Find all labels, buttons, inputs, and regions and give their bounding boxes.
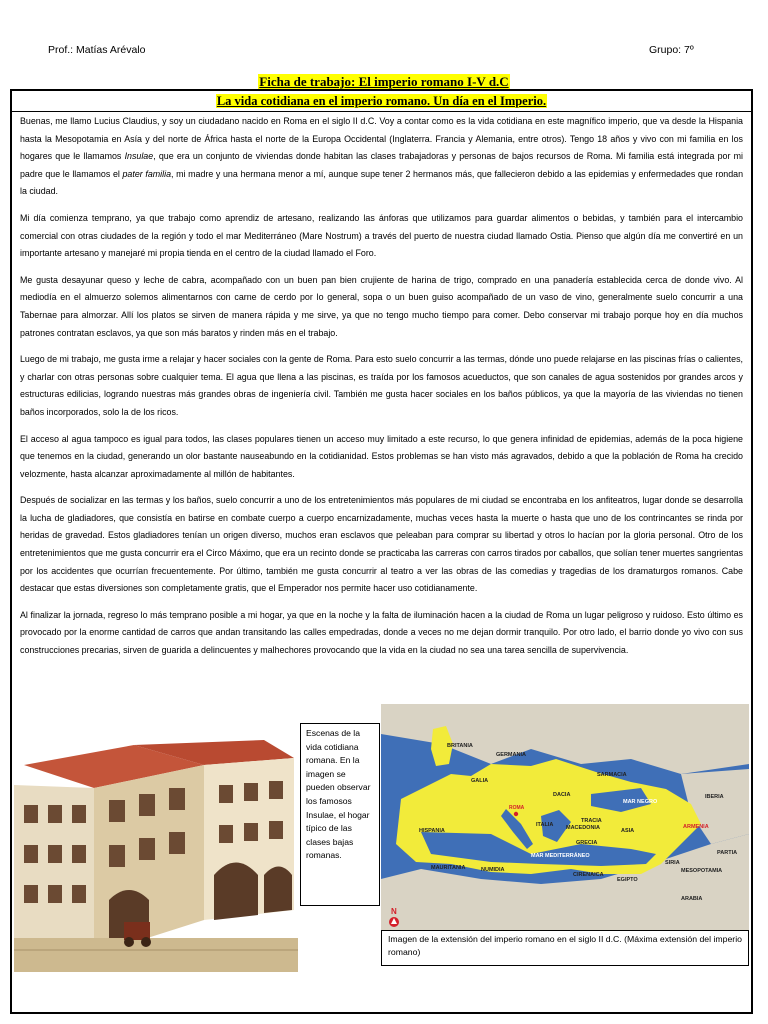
map-label-grecia: GRECIA bbox=[576, 840, 598, 846]
map-label-asia: ASIA bbox=[621, 828, 635, 834]
paragraph-4: Luego de mi trabajo, me gusta irme a relajar y hacer sociales con la gente de Roma. Para esto suelo concurrir a las termas, dónde uno puede relajarse en las piscinas frías o calientes, y charlar con otras personas sobre cualquier tema. El agua que llena a las piscinas, es traída por los famosos acueductos, que son canales de agua sostenidos por grandes arcos y estructuras edilicias, logrando nuestras más grandes obras de ingeniería civil. También me gusta hacer sociales en los baños públicos, ya que la mayoría de las viviendas no tienen baños incorporados, solo la de los ricos. bbox=[20, 354, 743, 417]
paragraph-3: Me gusta desayunar queso y leche de cabra, acompañado con un buen pan bien crujiente de harina de trigo, comprado en una panadería establecida cerca de donde vivo. Al mediodía en el almuerzo solemos alimentarnos con carne de cerdo por lo general, sopa o un buen guiso acompañado de un vaso de vino, generalmente suelo concurrir a una Tabernae para almorzar. Allí los platos se sirven de manera rápida y me sirve, ya que no tengo mucho tiempo para comer. Debo conservar mi trabajo porque hoy en día muchos patrones contratan esclavos, ya que son más baratos y rinden más en el trabajo. bbox=[20, 274, 743, 338]
insulae-illustration bbox=[14, 710, 298, 972]
illustration-caption: Escenas de la vida cotidiana romana. En la imagen se pueden observar los famosos Insulae, el hogar típico de las clases bajas romanas. bbox=[300, 723, 380, 906]
paragraph-7: Al finalizar la jornada, regreso lo más temprano posible a mi hogar, ya que en la noche y la falta de iluminación hacen a la ciudad de Roma un lugar peligroso y ruidoso. Esto último es provocado por la enorme cantidad de carros que andan transitando las calles empedradas, donde a veces no me dejan dormir tranquilo. Por otro lado, el barrio donde yo vivo con sus construcciones precarias, sirven de guarida a delincuentes y malhechores provocando que la vida en la ciudad no sea una tarea sencilla de supervivencia. bbox=[20, 609, 743, 656]
map-caption: Imagen de la extensión del imperio romano en el siglo II d.C. (Máxima extensión del imperio romano) bbox=[381, 930, 749, 966]
paragraph-1-c: , mi madre y una hermana menor a mí, aunque supe tener 2 hermanos más, que fallecieron debido a las epidemias y enfermedades que rondan la ciudad. bbox=[20, 168, 744, 197]
map-label-dacia: DACIA bbox=[553, 792, 571, 798]
paragraph-1-b: , que era un conjunto de viviendas donde habitan las clases trabajadoras y personas de bajos recursos de Roma. Mi familia está integrada por mi padre que le llamamos el bbox=[20, 151, 744, 179]
pater-familia-term: pater familia bbox=[122, 168, 172, 179]
map-label-cirenaica: CIRENAICA bbox=[573, 872, 604, 878]
section-title-text: La vida cotidiana en el imperio romano. Un día en el Imperio. bbox=[216, 94, 547, 108]
map-label-mar-mediterraneo: MAR MEDITERRÁNEO bbox=[531, 853, 590, 859]
map-label-egipto: EGIPTO bbox=[617, 877, 638, 883]
map-label-mauritania: MAURITANIA bbox=[431, 865, 466, 871]
map-label-hispania: HISPANIA bbox=[419, 828, 445, 834]
paragraph-5: El acceso al agua tampoco es igual para todos, las clases populares tienen un acceso muy limitado a este recurso, lo que genera infinidad de epidemias, además de la poca higiene que tenemos en la ciudad, generando un olor bastante nauseabundo en la cotidianidad. Estos problemas se han visto más agravados, debido a que la población de Roma ha crecido velozmente, hasta alcanzar aproximadamente al millón de habitantes. bbox=[20, 433, 743, 479]
map-label-siria: SIRIA bbox=[665, 860, 680, 866]
group-label: Grupo: 7º bbox=[649, 44, 694, 56]
map-label-mar-negro: MAR NEGRO bbox=[623, 799, 658, 805]
roma-marker bbox=[514, 812, 518, 816]
map-label-britania: BRITANIA bbox=[447, 743, 473, 749]
map-label-north: N bbox=[391, 907, 397, 916]
worksheet-title-text: Ficha de trabajo: El imperio romano I-V d.C bbox=[259, 74, 509, 89]
section-title bbox=[12, 91, 751, 112]
map-label-italia: ITALIA bbox=[536, 822, 554, 828]
reading-text bbox=[20, 113, 743, 669]
map-label-tracia: TRACIA bbox=[581, 818, 602, 824]
map-label-arabia: ARABIA bbox=[681, 896, 703, 902]
map-label-galia: GALIA bbox=[471, 778, 489, 784]
paragraph-1-a: Buenas, me llamo Lucius Claudius, y soy un ciudadano nacido en Roma en el siglo II d.C. Voy a contar como es la vida cotidiana en este magnífico imperio, que va desde la Hispania hasta la Mesopotamia en Asía y del norte de África hasta el norte de la Europa Occidental (Inglaterra. Francia y Alemania, entre otros). Tengo 18 años y vivo con mi familia en los hogares que le llamamos bbox=[20, 116, 743, 162]
map-label-mesopotamia: MESOPOTAMIA bbox=[681, 868, 723, 874]
teacher-name: Prof.: Matías Arévalo bbox=[48, 44, 146, 56]
map-label-roma: ROMA bbox=[509, 805, 525, 811]
roman-empire-map bbox=[381, 704, 749, 930]
map-label-sarmacia: SARMACIA bbox=[597, 772, 627, 778]
map-label-iberia: IBERIA bbox=[705, 794, 724, 800]
paragraph-2: Mi día comienza temprano, ya que trabajo como aprendiz de artesano, realizando las ánforas que utilizamos para guardar alimentos o bebidas, y también para el intercambio comercial con otras ciudades de la región y todo el mar Mediterráneo (Mare Nostrum) a través del puerto de nuestra ciudad llamado Ostia. Pienso que algún día me convertiré en un importante artesano y manejaré mi propia tienda en el centro de la ciudad llamado el Foro. bbox=[20, 212, 743, 259]
paragraph-6: Después de socializar en las termas y los baños, suelo concurrir a uno de los entretenimientos más populares de mi ciudad se encontraba en los anfiteatros, lugar donde se desarrolla la lucha de gladiadores, que consistía en batirse en combate cuerpo a cuerpo encarnizadamente, muchas veces hasta la muerte o hasta que uno de los contrincantes se rinda por heridas de gravedad. Estos gladiadores tenían un origen diverso, muchos eran esclavos que peleaban para comprar su libertad y otros lo hacían por la gloria personal. Otro de los entretenimientos que me gusta concurrir era el Circo Máximo, que era un recinto donde se practicaba las carreras con carros tirados por caballos, que solían tener muertes sangrientas por los accidentes que ocurrían frecuentemente. Por último, también me gusta concurrir al teatro a ver las obras de las comedias y tragedias de los dramaturgos romanos. Cabe destacar que estas diversiones son completamente gratis, que el Emperador nos permite hacer uso cotidianamente. bbox=[20, 495, 743, 594]
worksheet-title bbox=[0, 74, 768, 90]
map-label-numidia: NUMIDIA bbox=[481, 867, 505, 873]
paragraph-1 bbox=[20, 113, 743, 201]
map-label-armenia: ARMENIA bbox=[683, 824, 709, 830]
map-label-macedonia: MACEDONIA bbox=[566, 825, 600, 831]
map-label-partia: PARTIA bbox=[717, 850, 738, 856]
map-label-germania: GERMANIA bbox=[496, 752, 526, 758]
insulae-term: Insulae bbox=[124, 151, 154, 162]
